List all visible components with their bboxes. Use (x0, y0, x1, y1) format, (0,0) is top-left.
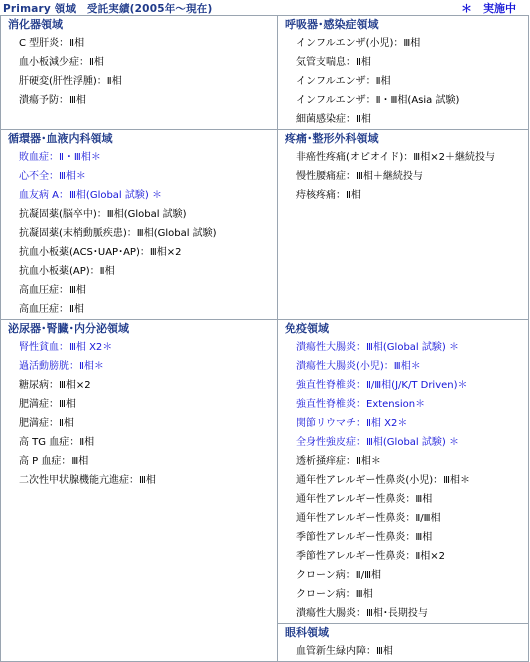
cell-respiratory (278, 16, 529, 130)
section-heading-immunology: 免疫領域 (285, 322, 329, 335)
list-item: 慢性腰痛症：Ⅲ相＋継続投与 (296, 171, 423, 182)
list-item: 血小板減少症：Ⅱ相 (19, 57, 104, 68)
list-item: 季節性アレルギー性鼻炎：Ⅱ相×2 (296, 551, 446, 562)
ongoing-legend: ＊ 実施中 (461, 2, 516, 15)
list-item: 痔核疼痛：Ⅱ相 (296, 190, 361, 201)
section-heading-digestive: 消化器領域 (8, 18, 63, 31)
section-heading-ophthalmology: 眼科領域 (285, 626, 329, 639)
page-title: Primary 領域 受託実績(2005年～現在) (3, 3, 213, 15)
cell-digestive (1, 16, 278, 130)
list-item: 糖尿病：Ⅲ相×2 (19, 380, 91, 391)
cell-pain (278, 130, 529, 320)
cell-cardio (1, 130, 278, 320)
cell-ophthalmology (278, 624, 529, 662)
list-item: 通年性アレルギー性鼻炎(小児)：Ⅲ相＊ (296, 475, 471, 486)
list-item: 肥満症：Ⅱ相 (19, 418, 74, 429)
section-heading-urology: 泌尿器･腎臓･内分泌領域 (8, 322, 129, 335)
list-item: 高血圧症：Ⅲ相 (19, 285, 86, 296)
list-item: 肝硬変(肝性浮腫)：Ⅱ相 (19, 76, 122, 87)
list-item: 細菌感染症：Ⅱ相 (296, 114, 371, 125)
list-item: 潰瘍予防：Ⅲ相 (19, 95, 86, 106)
list-item: 心不全：Ⅲ相＊ (19, 171, 86, 182)
header-bar (0, 0, 530, 16)
list-item: 季節性アレルギー性鼻炎：Ⅲ相 (296, 532, 433, 543)
list-item: 抗血小板薬(ACS･UAP･AP)：Ⅲ相×2 (19, 247, 182, 258)
list-item: 非癌性疼痛(オピオイド)：Ⅲ相×2＋継続投与 (296, 152, 495, 163)
list-item: 過活動膀胱：Ⅱ相＊ (19, 361, 104, 372)
item-list (278, 148, 528, 205)
results-table (0, 15, 529, 662)
list-item: 強直性脊椎炎：Extension＊ (296, 399, 426, 410)
list-item: 潰瘍性大腸炎：Ⅲ相(Global 試験) ＊ (296, 342, 459, 353)
list-item: 強直性脊椎炎：Ⅱ/Ⅲ相(J/K/T Driven)＊ (296, 380, 468, 391)
list-item: クローン病：Ⅱ/Ⅲ相 (296, 570, 381, 581)
list-item: 肥満症：Ⅲ相 (19, 399, 76, 410)
list-item: C 型肝炎：Ⅱ相 (19, 38, 85, 49)
list-item: インフルエンザ：Ⅱ相 (296, 76, 391, 87)
list-item: 通年性アレルギー性鼻炎：Ⅲ相 (296, 494, 433, 505)
list-item: 潰瘍性大腸炎：Ⅲ相･長期投与 (296, 608, 428, 619)
list-item: 高 P 血症：Ⅲ相 (19, 456, 89, 467)
list-item: インフルエンザ(小児)：Ⅲ相 (296, 38, 421, 49)
item-list (1, 34, 277, 110)
item-list (1, 338, 277, 490)
section-heading-cardio: 循環器･血液内科領域 (8, 132, 113, 145)
section-heading-respiratory: 呼吸器･感染症領域 (285, 18, 379, 31)
list-item: 抗凝固薬(脳卒中)：Ⅲ相(Global 試験) (19, 209, 187, 220)
item-list (278, 642, 528, 661)
list-item: 二次性甲状腺機能亢進症：Ⅲ相 (19, 475, 156, 486)
list-item: クローン病：Ⅲ相 (296, 589, 373, 600)
list-item: 潰瘍性大腸炎(小児)：Ⅲ相＊ (296, 361, 421, 372)
item-list (278, 34, 528, 129)
list-item: 敗血症：Ⅱ・Ⅲ相＊ (19, 152, 101, 163)
list-item: 抗凝固薬(末梢動脈疾患)：Ⅲ相(Global 試験) (19, 228, 217, 239)
list-item: 高血圧症：Ⅱ相 (19, 304, 84, 315)
item-list (278, 338, 528, 623)
list-item: 関節リウマチ：Ⅱ相 X2＊ (296, 418, 408, 429)
list-item: 透析掻痒症：Ⅱ相＊ (296, 456, 381, 467)
list-item: インフルエンザ：Ⅱ・Ⅲ相(Asia 試験) (296, 95, 460, 106)
list-item: 血管新生緑内障：Ⅲ相 (296, 646, 393, 657)
list-item: 全身性強皮症：Ⅲ相(Global 試験) ＊ (296, 437, 459, 448)
list-item: 抗血小板薬(AP)：Ⅱ相 (19, 266, 115, 277)
cell-immunology (278, 320, 529, 624)
list-item: 血友病 A：Ⅲ相(Global 試験) ＊ (19, 190, 162, 201)
section-heading-pain: 疼痛･整形外科領域 (285, 132, 379, 145)
list-item: 気管支喘息：Ⅱ相 (296, 57, 371, 68)
list-item: 腎性貧血：Ⅲ相 X2＊ (19, 342, 113, 353)
list-item: 高 TG 血症：Ⅱ相 (19, 437, 95, 448)
list-item: 通年性アレルギー性鼻炎：Ⅱ/Ⅲ相 (296, 513, 441, 524)
cell-urology (1, 320, 278, 662)
item-list (1, 148, 277, 319)
